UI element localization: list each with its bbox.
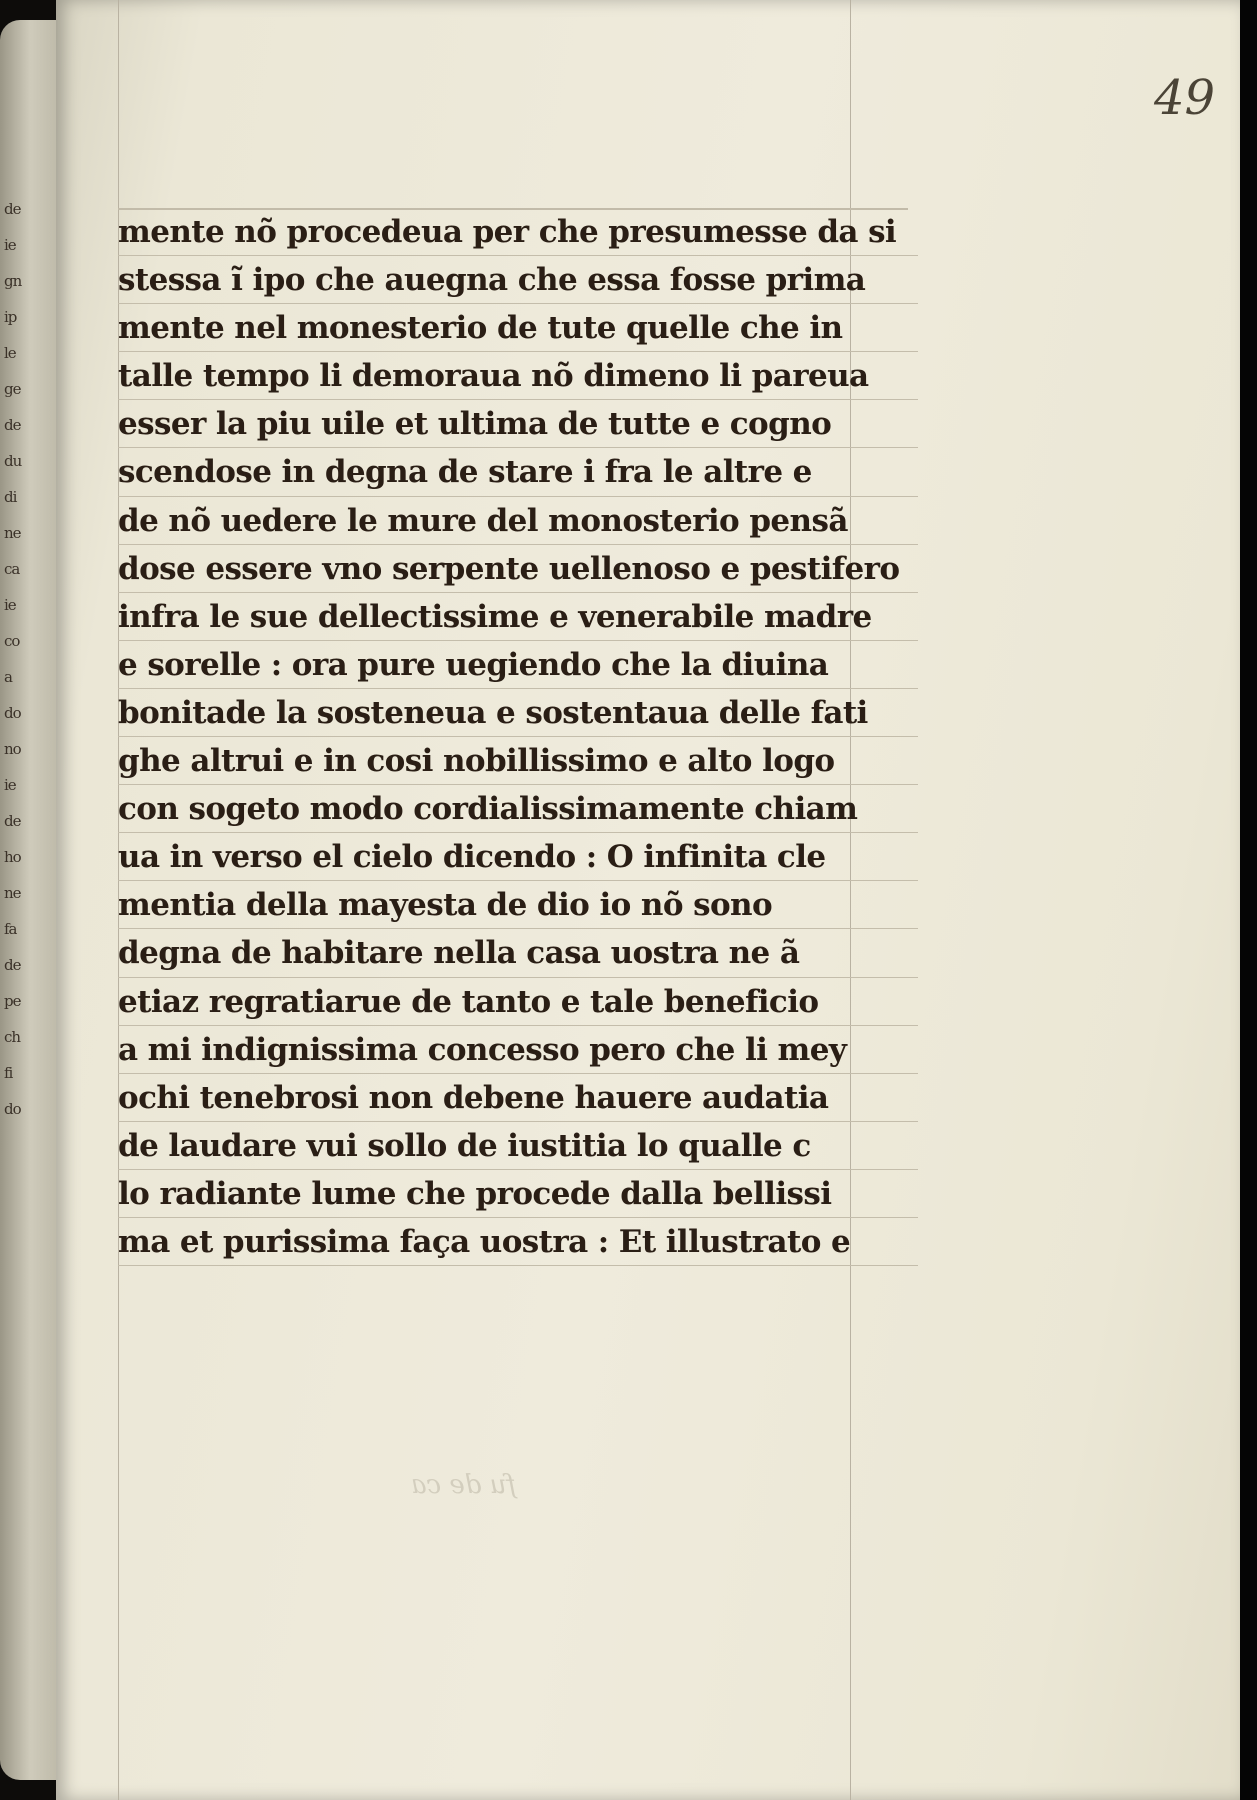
- text-line: ma et purissima faça uostra : Et illustrato e: [118, 1218, 918, 1266]
- text-line: stessa ĩ ipo che auegna che essa fosse prima: [118, 256, 918, 304]
- prev-page-fragment: du: [4, 452, 22, 470]
- text-line: infra le sue dellectissime e venerabile madre: [118, 593, 918, 641]
- text-line: scendose in degna de stare i fra le altre e: [118, 448, 918, 496]
- prev-page-fragment: no: [4, 740, 21, 758]
- text-line: con sogeto modo cordialissimamente chiam: [118, 785, 918, 833]
- prev-page-fragment: do: [4, 1100, 21, 1118]
- text-line: de laudare vui sollo de iustitia lo qualle c: [118, 1122, 918, 1170]
- prev-page-fragment: ne: [4, 884, 21, 902]
- text-line: ghe altrui e in cosi nobillissimo e alto logo: [118, 737, 918, 785]
- prev-page-fragment: de: [4, 416, 21, 434]
- prev-page-fragment: co: [4, 632, 20, 650]
- text-line: talle tempo li demoraua nõ dimeno li pareua: [118, 352, 918, 400]
- text-line: ochi tenebrosi non debene hauere audatia: [118, 1074, 918, 1122]
- text-line: mente nel monesterio de tute quelle che in: [118, 304, 918, 352]
- text-line: lo radiante lume che procede dalla bellissi: [118, 1170, 918, 1218]
- prev-page-fragment: de: [4, 200, 21, 218]
- prev-page-fragment: ie: [4, 776, 16, 794]
- prev-page-fragment: pe: [4, 992, 21, 1010]
- manuscript-page: [56, 0, 1240, 1800]
- folio-number: 49: [1154, 70, 1216, 126]
- text-line: dose essere vno serpente uellenoso e pestifero: [118, 545, 918, 593]
- text-line: esser la piu uile et ultima de tutte e cogno: [118, 400, 918, 448]
- prev-page-fragment: ie: [4, 596, 16, 614]
- prev-page-fragment: fi: [4, 1064, 13, 1082]
- prev-page-fragment: ip: [4, 308, 17, 326]
- prev-page-fragment: de: [4, 812, 21, 830]
- prev-page-fragment: ch: [4, 1028, 21, 1046]
- background-edge: [1240, 0, 1257, 1800]
- show-through-text: fu de ca: [411, 1470, 516, 1500]
- text-line: mentia della mayesta de dio io nõ sono: [118, 881, 918, 929]
- text-line: a mi indignissima concesso pero che li mey: [118, 1026, 918, 1074]
- prev-page-fragment: fa: [4, 920, 17, 938]
- prev-page-fragment: di: [4, 488, 17, 506]
- prev-page-fragment: ho: [4, 848, 21, 866]
- text-line: ua in verso el cielo dicendo : O infinita cle: [118, 833, 918, 881]
- text-line: mente nõ procedeua per che presumesse da si: [118, 208, 918, 256]
- prev-page-fragment: gn: [4, 272, 22, 290]
- prev-page-fragment: ge: [4, 380, 21, 398]
- prev-page-fragment: ie: [4, 236, 16, 254]
- text-line: de nõ uedere le mure del monosterio pensã: [118, 497, 918, 545]
- prev-page-fragment: le: [4, 344, 16, 362]
- prev-page-fragment: ca: [4, 560, 20, 578]
- previous-page-edge: [0, 20, 60, 1780]
- prev-page-fragment: do: [4, 704, 21, 722]
- text-line: e sorelle : ora pure uegiendo che la diuina: [118, 641, 918, 689]
- text-block: [118, 208, 918, 1266]
- text-line: degna de habitare nella casa uostra ne ã: [118, 929, 918, 977]
- prev-page-fragment: de: [4, 956, 21, 974]
- prev-page-fragment: a: [4, 668, 12, 686]
- text-line: etiaz regratiarue de tanto e tale beneficio: [118, 978, 918, 1026]
- prev-page-fragment: ne: [4, 524, 21, 542]
- text-line: bonitade la sosteneua e sostentaua delle fati: [118, 689, 918, 737]
